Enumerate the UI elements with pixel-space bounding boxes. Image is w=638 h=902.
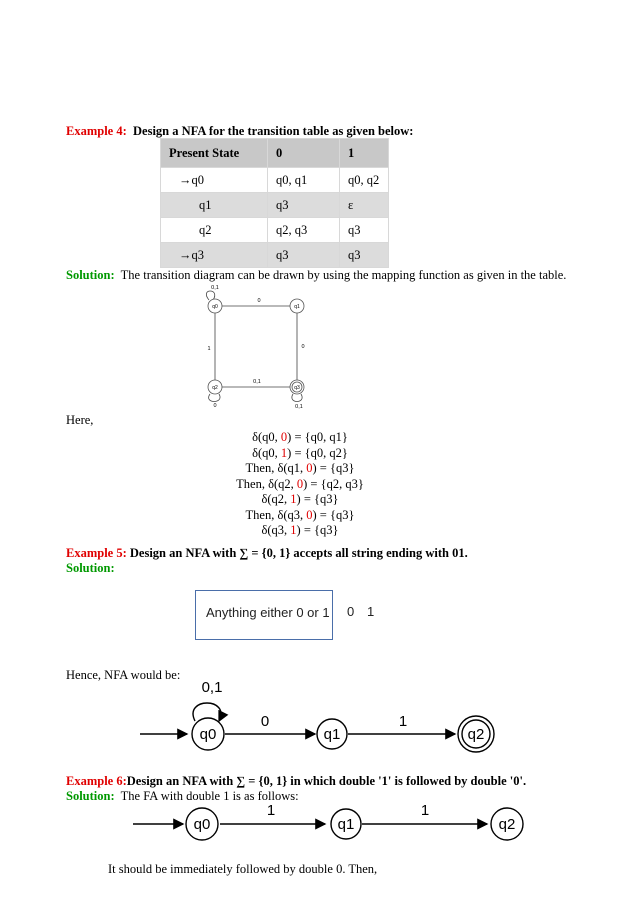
nfa-diagram-ending-01 [135,675,525,760]
state-label: q1 [294,304,300,310]
table-cell: q0, q1 [268,168,340,193]
example4-label: Example 4: [66,124,127,138]
edge-label: 1 [207,346,211,352]
table-header-row [161,139,389,168]
anything-box [195,590,333,640]
edge-label: 0,1 [211,285,219,291]
header-1: 1 [340,139,389,168]
solution-text: The transition diagram can be drawn by using the mapping function as given in the table. [120,268,567,282]
q0-self-loop [206,291,214,300]
state-label: q0 [199,726,217,743]
edge-label: 0 [257,298,261,304]
edge-label: 1 [420,802,430,819]
state-label: q1 [337,816,355,833]
table-cell: →q3 [161,243,268,268]
table-cell: ε [340,193,389,218]
example4-heading [66,124,413,139]
table-cell: q3 [268,193,340,218]
hence-text: Hence, NFA would be: [66,668,181,682]
delta-line: Then, δ(q2, 0) = {q2, q3} [236,476,364,491]
state-label: q0 [212,304,218,310]
example6-text: Design an NFA with ∑ = {0, 1} in which double '1' is followed by double '0'. [126,774,527,788]
delta-line: Then, δ(q3, 0) = {q3} [245,507,355,522]
table-cell: q3 [268,243,340,268]
delta-line: Then, δ(q1, 0) = {q3} [245,461,355,475]
table-row [161,243,389,268]
example6-bottom-text: It should be immediately followed by double 0. Then, [108,862,378,876]
delta-line: δ(q0, 0) = {q0, q1} [252,430,348,444]
table-cell: q3 [340,218,389,243]
delta-line: δ(q3, 1) = {q3} [261,523,339,537]
table-cell: →q0 [161,168,268,193]
table-row [161,168,389,193]
nfa-diagram-double-1 [125,802,535,850]
state-label: q2 [498,816,516,833]
delta-line: δ(q0, 1) = {q0, q2} [252,445,348,460]
state-label: q1 [323,726,341,743]
q3-self-loop [292,394,302,402]
delta-line: δ(q2, 1) = {q3} [261,492,339,506]
edge-label: 1 [266,802,276,819]
header-present-state: Present State [161,139,268,168]
edge-label: 1 [398,713,408,730]
table-row [161,218,389,243]
edge-label: 0,1 [201,679,223,696]
table-cell: q3 [340,243,389,268]
table-row [161,193,389,218]
example4-text: Design a NFA for the transition table as given below: [133,124,414,138]
header-0: 0 [268,139,340,168]
solution-label: Solution: [66,789,115,803]
here-text: Here, [66,413,94,427]
table-cell: q2, q3 [268,218,340,243]
example5-heading [66,546,468,561]
transition-table [160,138,389,268]
edge-label: 0 [260,713,270,730]
solution-text: The FA with double 1 is as follows: [120,789,299,803]
example6-label: Example 6: [66,774,127,788]
state-label: q3 [294,385,300,391]
table-cell: q0, q2 [340,168,389,193]
anything-box-text: Anything either 0 or 1 [206,605,330,620]
table-cell: q1 [161,193,268,218]
edge-label: 0,1 [253,379,261,385]
example5-label: Example 5: [66,546,127,560]
table-cell: q2 [161,218,268,243]
example5-text: Design an NFA with ∑ = {0, 1} accepts all string ending with 01. [129,546,468,560]
state-label: q0 [193,816,211,833]
state-label: q2 [212,385,218,391]
transition-diagram-small [195,280,325,415]
q2-self-loop [209,394,220,402]
example6-heading [66,774,526,789]
solution-label: Solution: [66,268,115,282]
state-label: q2 [467,726,485,743]
edge-label: 0,1 [295,404,303,410]
delta-list [0,430,600,539]
edge-label: 0 [213,403,217,409]
suffix-1: 1 [367,604,375,619]
suffix-0: 0 [347,604,355,619]
edge-label: 0 [301,344,305,350]
example5-solution-label: Solution: [66,561,115,575]
